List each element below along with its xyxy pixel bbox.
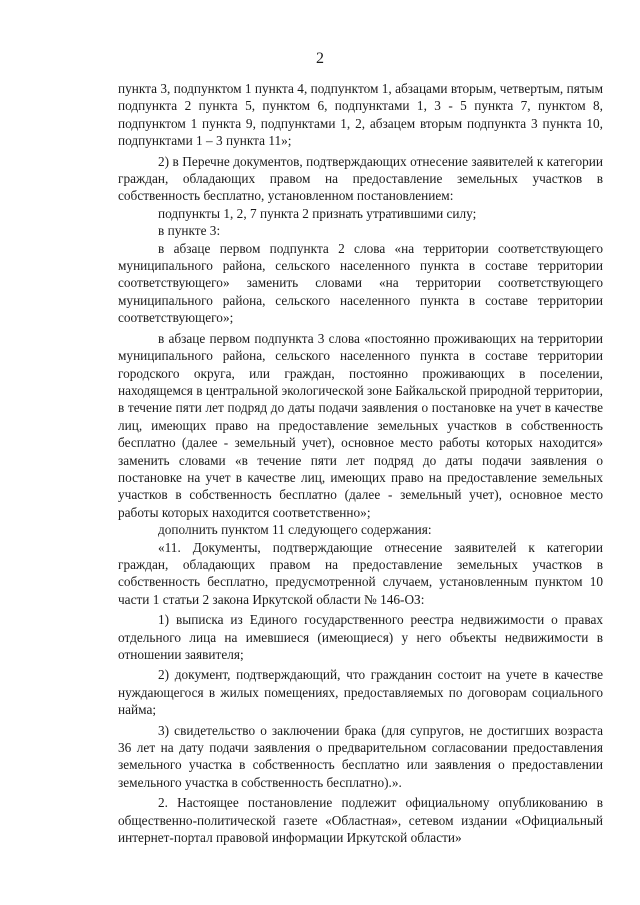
paragraph: «11. Документы, подтверждающие отнесение заявителей к категории граждан, обладающих правом на предоставление земельных участков в собственность бесплатно, предусмотренной случаем, установленным пунктом 10 части 1 статьи 2 закона Иркутской области № 146-ОЗ: xyxy=(118,539,603,607)
paragraph: в абзаце первом подпункта 2 слова «на территории соответствующего муниципального района, сельского населенного пункта в составе территории соответствующего» заменить словами «на территории соответствующего муниципального района, сельского населенного пункта в составе территории соответствующего»; xyxy=(118,240,603,326)
paragraph: пункта 3, подпунктом 1 пункта 4, подпунктом 1, абзацами вторым, четвертым, пятым подпункта 2 пункта 5, пунктом 6, подпунктами 1, 3 - 5 пункта 7, пунктом 8, подпунктом 1 пункта 9, подпунктами 1, 2, абзацем вторым подпункта 3 пункта 10, подпунктами 1 – 3 пункта 11»; xyxy=(118,81,603,149)
paragraph: 2) в Перечне документов, подтверждающих отнесение заявителей к категории граждан, обладающих правом на предоставление земельных участков в собственность бесплатно, установленном постановлением: xyxy=(118,153,603,204)
paragraph: в пункте 3: xyxy=(158,223,221,239)
paragraph: 2) документ, подтверждающий, что гражданин состоит на учете в качестве нуждающегося в жилых помещениях, предоставляемых по договорам социального найма; xyxy=(118,667,603,718)
document-body xyxy=(118,80,603,846)
paragraph: в абзаце первом подпункта 3 слова «постоянно проживающих на территории муниципального района, сельского населенного пункта в составе территории городского округа, или граждан, постоянно проживающих в поселении, находящемся в центральной экологической зоне Байкальской природной территории, в течение пяти лет подряд до даты подачи заявления о постановке на учет в качестве лиц, имеющих право на предоставление земельных участков в собственность бесплатно (далее - земельный учет), основное место работы которых находится» заменить словами «в течение пяти лет подряд до даты подачи заявления о постановке на учет в качестве лиц, имеющих право на предоставление земельных участков в собственность бесплатно (далее - земельный учет), основное место работы которых находится соответственно»; xyxy=(118,330,603,520)
paragraph: 1) выписка из Единого государственного реестра недвижимости о правах отдельного лица на имевшиеся (имеющиеся) у него объекты недвижимости в отношении заявителя; xyxy=(118,612,603,662)
paragraph: 3) свидетельство о заключении брака (для супругов, не достигших возраста 36 лет на дату подачи заявления о предварительном согласовании предоставления земельного участка в собственность бесплатно или заявления о предоставлении земельного участка в собственность бесплатно).». xyxy=(118,722,603,790)
page-number: 2 xyxy=(316,50,324,67)
paragraph: дополнить пунктом 11 следующего содержания: xyxy=(158,522,432,538)
paragraph: подпункты 1, 2, 7 пункта 2 признать утратившими силу; xyxy=(158,205,477,221)
paragraph: 2. Настоящее постановление подлежит официальному опубликованию в общественно-политической газете «Областная», сетевом издании «Официальный интернет-портал правовой информации Иркутской области» xyxy=(118,795,603,846)
